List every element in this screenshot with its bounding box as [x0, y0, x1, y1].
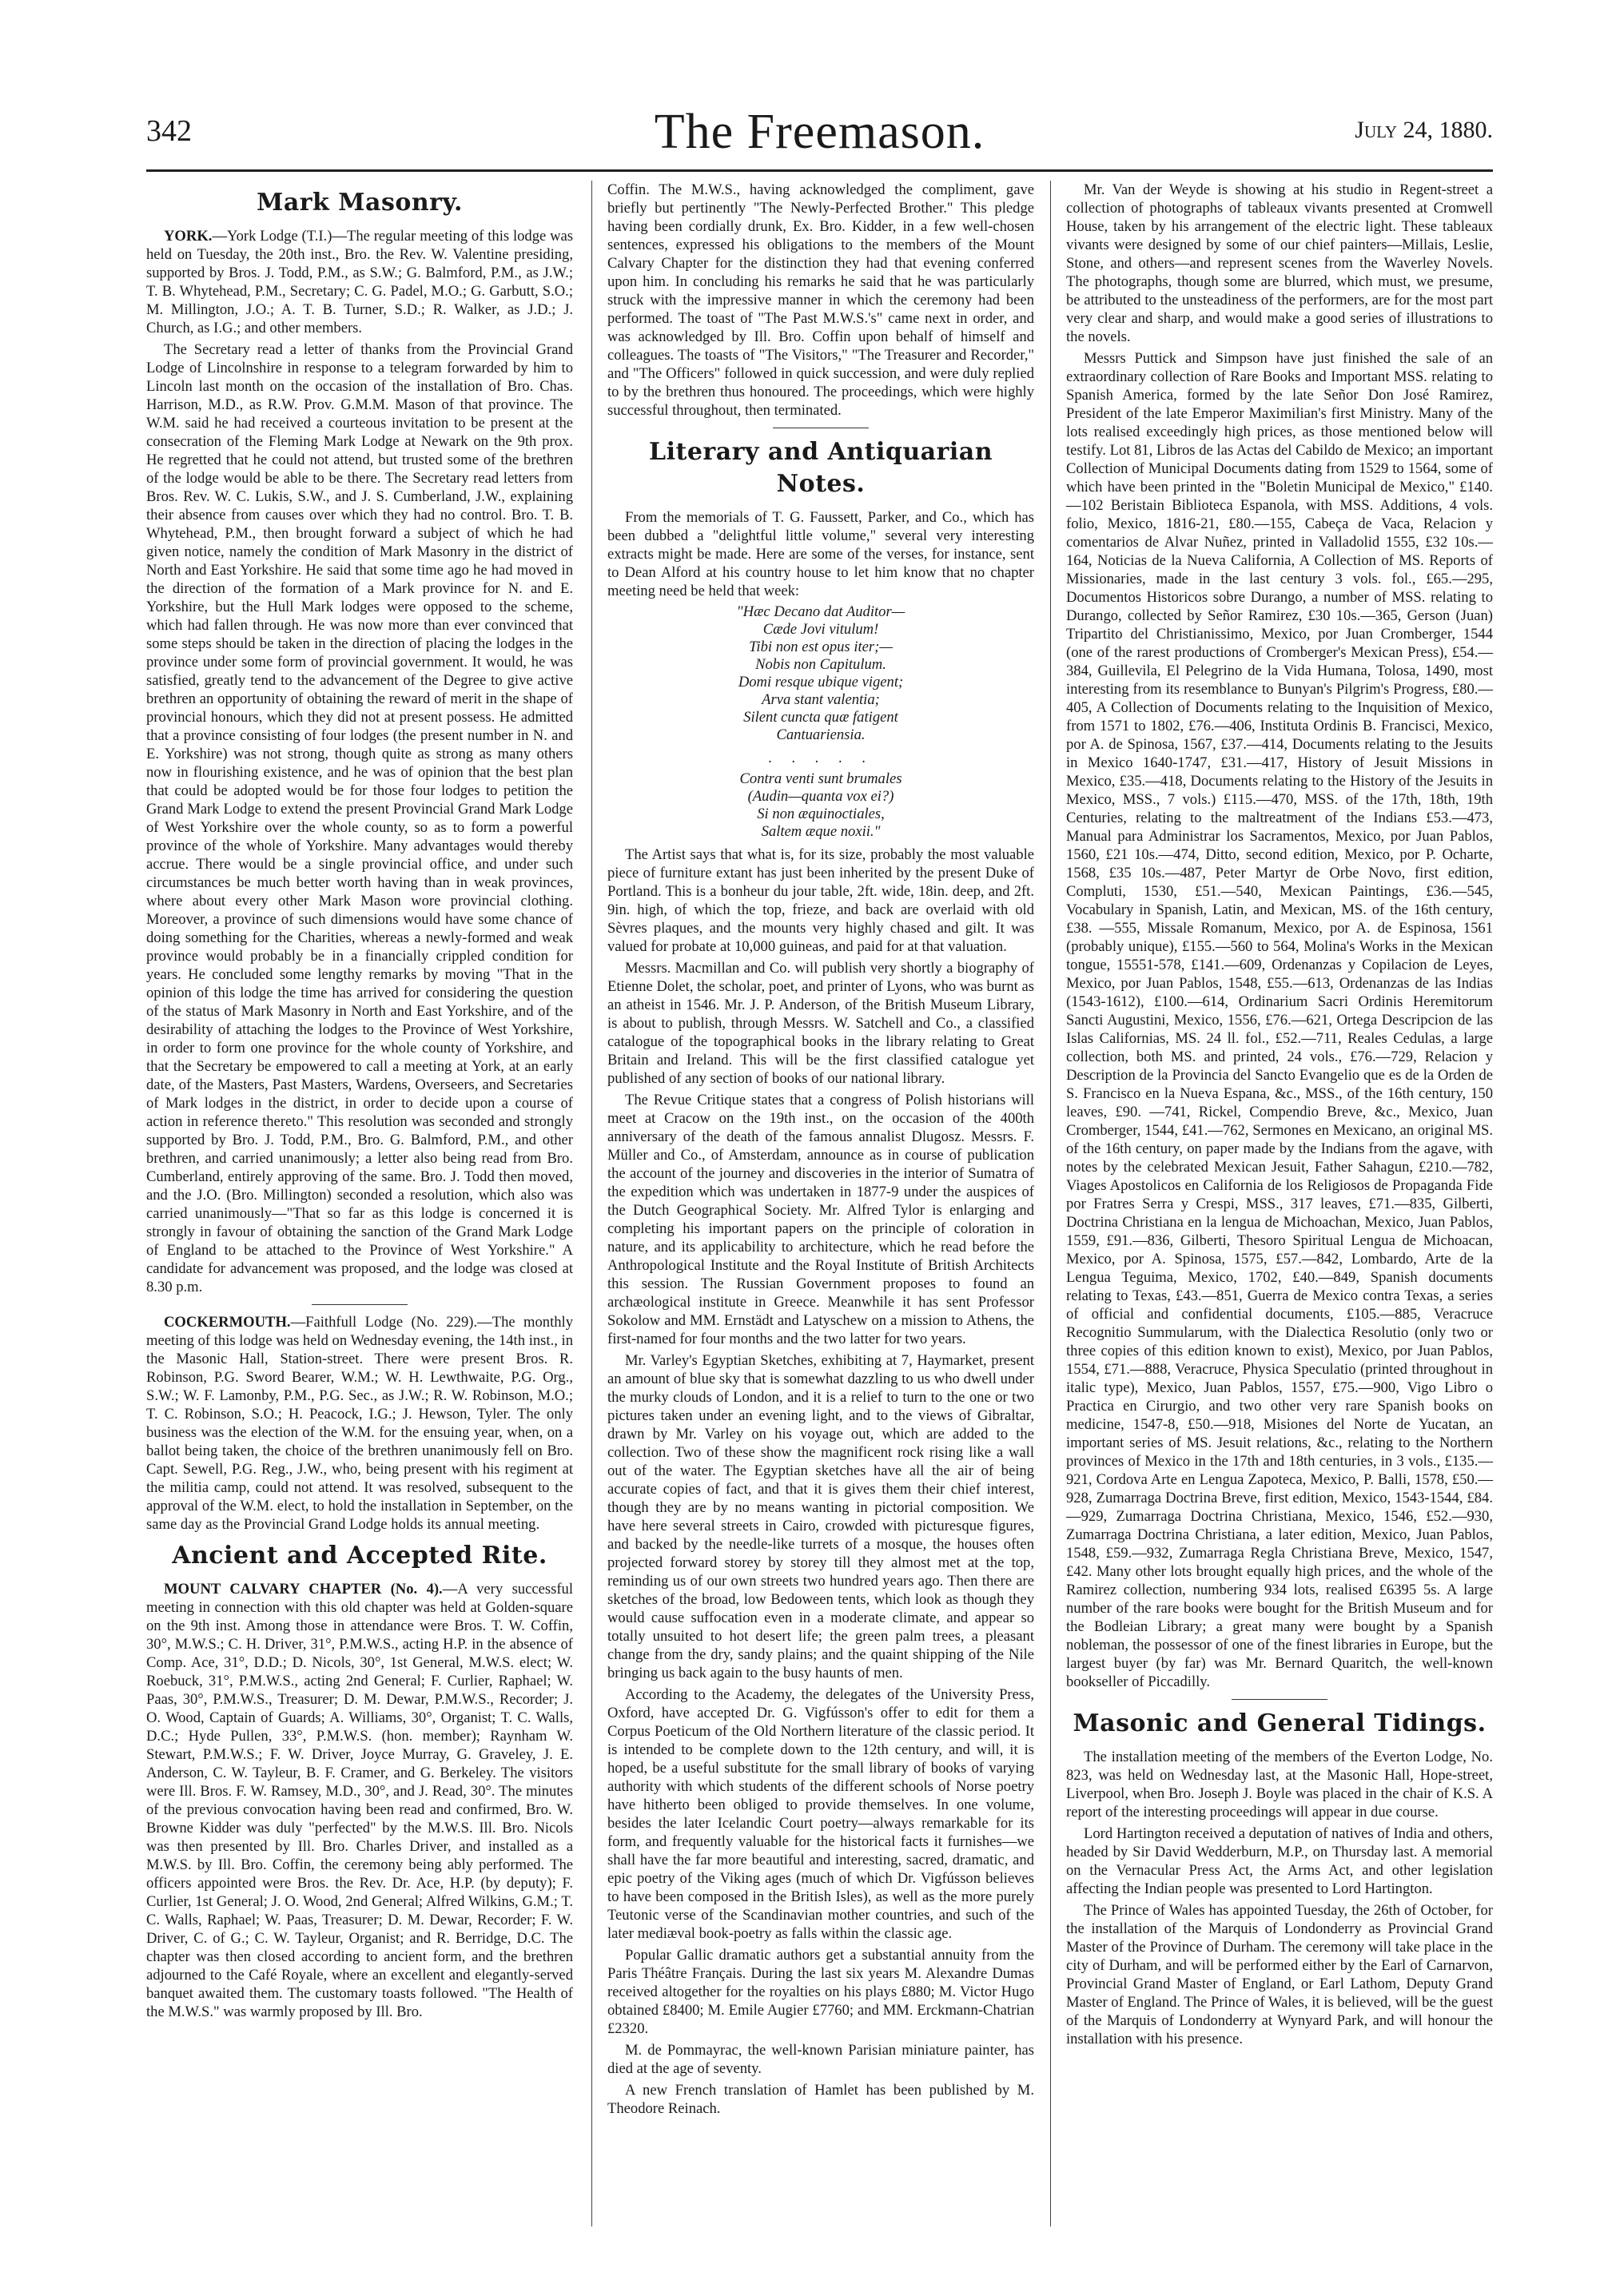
- verse-line: (Audin—quanta vox ei?): [747, 788, 894, 805]
- verse-line: "Hæc Decano dat Auditor—: [736, 603, 905, 620]
- section-heading-mark-masonry: Mark Masonry.: [257, 189, 463, 217]
- masthead: [146, 104, 1493, 166]
- article-text: —York Lodge (T.I.)—The regular meeting of this lodge was held on Tuesday, the 20th inst., Bro. the Rev. W. Valentine presiding, supported by Bros. J. Todd, P.M., as S.W.; G. Balmford, P.M., as J.W.; T. B. Whytehead, P.M., Secretary; C. G. Padel, M.O.; G. Garbutt, S.O.; M. Millington, J.O.; A. T. B. Turner, S.D.; R. Walker, as J.D.; J. Church, as I.G.; and other members.: [146, 228, 573, 336]
- article-text: Mr. Van der Weyde is showing at his studio in Regent-street a collection of photographs of tableaux vivants presented at Cromwell House, taken by his arrangement of the electric light. These tableaux vivants were designed by some of our chief painters—Millais, Leslie, Stone, and others—and represent scenes from the Waverley Novels. The photographs, though some are blurred, which must, we presume, be attributed to the unsteadiness of the performers, are for the most part very clear and sharp, and would make a good series of illustrations to the novels.: [1066, 181, 1493, 345]
- verse-line: Saltem æque noxii.": [761, 823, 881, 840]
- article-text: The Secretary read a letter of thanks from the Provincial Grand Lodge of Lincolnshire in response to a telegram forwarded by him to Lincoln last month on the occasion of the installation of Bro. Chas. Harrison, M.D., as R.W. Prov. G.M.M. Mason of that province. The W.M. said he had received a courteous invitation to be present at the consecration of the Fleming Mark Lodge at Newark on the 9th prox. He regretted that he could not attend, but trusted some of the brethren of the lodge would be able to be there. The Secretary read letters from Bros. Rev. W. C. Lukis, S.W., and J. S. Cumberland, J.W., explaining their absence from causes over which they had no control. Bro. T. B. Whytehead, P.M., then brought forward a subject of which he had given notice, namely the condition of Mark Masonry in the district of North and East Yorkshire. He said that some time ago he had moved in the direction of the formation of a Mark province for N. and E. Yorkshire, but the Hull Mark lodges were opposed to the scheme, which had fallen through. He was now more than ever convinced that some steps should be taken in the direction of placing the lodges in the province under some form of provincial government. It would, he was satisfied, greatly tend to the advancement of the Degree to give active brethren an opportunity of obtaining the reward of merit in the shape of provincial honours, which they did not at present possess. He admitted that a province consisting of four lodges (the present number in N. and E. Yorkshire) was not strong, though quite as strong as many others now in flourishing existence, and he was of opinion that the best plan that could be adopted would be for those four lodges to petition the Grand Mark Lodge to extend the present Provincial Grand Mark Lodge of West Yorkshire over the whole county, so as to form a powerful province of the whole of Yorkshire. Many advantages would thereby accrue. There would be a single provincial office, and under such circumstances be much better worth having than in weak provinces, where about every other Mark Mason wore provincial clothing. Moreover, a province of such dimensions would have some chance of doing something for the Charities, whereas a newly-formed and weak province would probably be in a financially crippled condition for years. He concluded some lengthy remarks by moving "That in the opinion of this lodge the time has arrived for considering the question of the status of Mark Masonry in North and East Yorkshire, and of the desirability of attaching the lodges to the Province of West Yorkshire, in order to form one province for the whole county of Yorkshire, and that the Secretary be empowered to call a meeting at York, at an early date, of the Masters, Past Masters, Wardens, Overseers, and Secretaries of Mark lodges in the district, in order to decide upon a course of action in reference thereto." This resolution was seconded and strongly supported by Bro. J. Todd, P.M., Bro. G. Balmford, P.M., and other brethren, and carried unanimously; a letter also being read from Bro. Cumberland, entirely approving of the same. Bro. J. Todd then moved, and the J.O. (Bro. Millington) seconded a resolution, which also was carried unanimously—"That so far as this lodge is concerned it is strongly in favour of obtaining the sanction of the Grand Mark Lodge of England to be attached to the Province of West Yorkshire." A candidate for advancement was proposed, and the lodge was closed at 8.30 p.m.: [146, 341, 573, 1295]
- article-text: Messrs. Macmillan and Co. will publish very shortly a biography of Etienne Dolet, the scholar, poet, and printer of Lyons, who was burnt as an atheist in 1546. Mr. J. P. Anderson, of the British Museum Library, is about to publish, through Messrs. W. Satchell and Co., a classified catalogue of the topographical books in the library relating to Great Britain and Ireland. This will be the first classified catalogue yet published of any section of books of our national library.: [607, 960, 1034, 1087]
- article-text: Coffin. The M.W.S., having acknowledged the compliment, gave briefly but pertinently "The Newly-Perfected Brother." This pledge having been cordially drunk, Ex. Bro. Kidder, in a few well-chosen sentences, expressed his obligations to the members of the Mount Calvary Chapter for the distinction they had that evening conferred upon him. In concluding his remarks he said that he was particularly struck with the impressive manner in which the ceremony had been performed. The toast of "The Past M.W.S.'s" came next in order, and was acknowledged by Ill. Bro. Coffin upon behalf of himself and colleagues. The toasts of "The Visitors," "The Treasurer and Recorder," and "The Officers" followed in quick succession, and were duly replied to by the brethren thus honoured. The proceedings, which were highly successful throughout, then terminated.: [607, 181, 1034, 419]
- column-divider: [591, 181, 592, 2226]
- article-text: A new French translation of Hamlet has been published by M. Theodore Reinach.: [607, 2082, 1034, 2117]
- verse-line: Nobis non Capitulum.: [755, 656, 886, 673]
- verse-line: Arva stant valentia;: [762, 691, 880, 708]
- article-text: According to the Academy, the delegates of the University Press, Oxford, have accepted Dr. G. Vigfússon's offer to edit for them a Corpus Poeticum of the Old Northern literature of the classic period. It is intended to be complete down to the 12th century, and will, it is hoped, be a useful substitute for the small library of books of varying authority with which students of the different schools of Norse poetry have hitherto been obliged to provide themselves. In one volume, besides the later Icelandic Court poetry—always remarkable for its form, and frequently valuable for the historical facts it furnishes—we shall have the far more beautiful and interesting, sacred, dramatic, and epic poetry of the Viking ages (much of which Dr. Vigfússon believes to have been composed in the British Isles), as well as the more purely Teutonic verse of the Scandinavian mother countries, and such of the later mediæval book-poetry as falls within the classic age.: [607, 1686, 1034, 1942]
- column-divider: [1050, 181, 1051, 2226]
- article-text: The installation meeting of the members of the Everton Lodge, No. 823, was held on Wednesday last, at the Masonic Hall, Hope-street, Liverpool, when Bro. Joseph J. Boyle was placed in the chair of K.S. A report of the interesting proceedings will appear in due course.: [1066, 1749, 1493, 1820]
- article-cockermouth: [146, 1313, 573, 1534]
- article-text: The Artist says that what is, for its size, probably the most valuable piece of furniture extant has just been inherited by the present Duke of Portland. This is a bonheur du jour table, 2ft. wide, 18in. deep, and 2ft. 9in. high, of which the top, frieze, and back are overlaid with old Sèvres plaques, and the mounts very highly chased and gilt. It was valued for probate at 10,000 guineas, and paid for at that valuation.: [607, 846, 1034, 955]
- masthead-rule: [146, 169, 1493, 172]
- article-text: Popular Gallic dramatic authors get a substantial annuity from the Paris Théâtre Français. During the last six years M. Alexandre Dumas received altogether for the royalties on his plays £880; M. Victor Hugo obtained £8400; M. Emile Augier £7760; and MM. Erckmann-Chatrian £2320.: [607, 1947, 1034, 2037]
- latin-verse: [607, 603, 1034, 744]
- verse-line: Cæde Jovi vitulum!: [762, 621, 879, 638]
- column-2: [607, 181, 1034, 2121]
- column-1: [146, 181, 573, 2024]
- verse-line: Domi resque ubique vigent;: [738, 674, 904, 690]
- section-heading-ancient-rite: Ancient and Accepted Rite.: [172, 1542, 547, 1570]
- article-text: Mr. Varley's Egyptian Sketches, exhibiting at 7, Haymarket, present an amount of blue sky that is somewhat dazzling to us who dwell under the murky clouds of London, and it is a relief to turn to the one or two pictures taken under an evening light, and to the views of Gibraltar, drawn by Mr. Varley on his voyage out, which are added to the collection. Two of these show the magnificent rock rising like a wall out of the water. The Egyptian sketches have all the air of being accurate copies of fact, and that it is gives them their chief interest, though they are by no means wanting in pictorial composition. We have here several streets in Cairo, crowded with picturesque figures, and backed by the needle-like turrets of a mosque, the houses often projected forward storey by storey till they almost met at the top, reminding us of our own streets two hundred years ago. Then there are sketches of the broad, low Bedoween tents, which look as though they would cause suffocation even in a moderate climate, and appear so totally unsuited to hot desert life; the green palm trees, a pleasant change from the dry, sandy plains; and the quaint shipping of the Nile bringing us back again to the busy haunts of men.: [607, 1352, 1034, 1681]
- column-3: [1066, 181, 1493, 2051]
- newspaper-title: The Freemason.: [654, 105, 985, 159]
- article-text: Messrs Puttick and Simpson have just finished the sale of an extraordinary collection of Rare Books and Important MSS. relating to Spanish America, formed by the late Señor Don José Ramirez, President of the late Emperor Maximilian's first Ministry. Many of the lots realised exceedingly high prices, as those mentioned below will testify. Lot 81, Libros de las Actas del Cabildo de Mexico; an important Collection of Municipal Documents dating from 1529 to 1564, some of which have been printed in the "Boletin Municipal de Mexico," £140.—102 Beristain Biblioteca Espanola, with MSS. Additions, 4 vols. folio, Mexico, 1816-21, £80.—155, Cabeça de Vaca, Relacion y comentarios de Alvar Nuñez, printed in Valladolid 1555, £32 10s.—164, Noticias de la Nueva California, A Collection of MS. Reports of Missionaries, made in the last century 3 vols. fol., £65.—295, Documentos Historicos sobre Durango, a number of MSS. relating to Durango, collected by Señor Ramirez, £30 10s.—365, Gerson (Juan) Tripartito del Christianissimo, Mexico, por Juan Cromberger, 1544 (one of the rarest productions of Cromberger's Mexican Press), £54.—384, Guillevila, El Pelegrino de la Vida Humana, Tolosa, 1490, most interesting from its resemblance to Bunyan's Pilgrim's Progress, £80.—405, A Collection of Documents relating to the Inquisition of Mexico, from 1571 to 1802, £76.—406, Instituta Ordinis B. Francisci, Mexico, por A. de Spinosa, 1567, £37.—414, Documents relating to the Jesuits in Mexico 1640-1747, £31.—417, History of Jesuit Missions in Mexico, £35.—418, Documents relating to the History of the Jesuits in Mexico, MSS., 7 vols.) £115.—470, MSS. of the 17th, 18th, 19th Centuries, relating to the maltreatment of the Indians £53.—473, Manual para Administrar los Sacramentos, Mexico, por Juan Pablos, 1560, £21 10s.—474, Ditto, second edition, Mexico, por P. Ocharte, 1568, £35 10s.—487, Peter Martyr de Orbe Novo, first edition, Compluti, 1530, £51.—540, Mexican Paintings, £36.—545, Vocabulary in Spanish, Latin, and Mexican, MS. of the 16th century, £38. —555, Missale Romanum, Mexico, por A. de Espinosa, 1561 (probably unique), £155.—560 to 564, Molina's Works in the Mexican tongue, 15551-578, £141.—609, Ordenanzas y Copilacion de Leyes, Mexico, por Juan Pablos, 1548, £55.—613, Ordenanzas de las Indias (1543-1612), £100.—614, Ordinarium Sacri Ordinis Heremitorum Sancti Augustini, Mexico, 1556, £76.—621, Ortega Descripcion de las Islas Californias, MS. 24 ll. fol., £52.—711, Reales Cedulas, a large collection, both MS. and printed, 24 vols., £76.—729, Relacion y Description de la Provincia del Sancto Evangelio que es de la Orden de S. Francisco en la Nueva Espana, &c., MSS., of the 16th century, 150 leaves, £90. —741, Rickel, Compendio Breve, &c., Mexico, Juan Cromberger, 1544, £41.—762, Sermones en Mexicano, an original MS. of the 16th century, on paper made by the Indians from the agave, with notes by the celebrated Mexican Jesuit, Father Sahagun, £210.—782, Viages Apostolicos en California de los Religiosos de Propaganda Fide por Fratres Serra y Crespi, MSS., 317 leaves, £71.—835, Gilberti, Doctrina Christiana en la lengua de Michoachan, Mexico, Juan Pablos, 1559, £91.—836, Gilberti, Thesoro Spiritual Lengua de Michoacan, Mexico, por A. Spinosa, 1575, £57.—842, Lombardo, Arte de la Lengua Teguima, Mexico, 1702, £40.—849, Spanish documents relating to Texas, £43.—851, Guerra de Mexico contra Texas, a series of official and confidential documents, £105.—885, Veracruce Recognitio Summularum, with the Dialectica Resolutio (only two or three copies of this edition known to exist), Mexico, por Juan Pablos, 1554, £71.—888, Veracruce, Physica Speculatio (printed throughout in italic type), Mexico, Juan Pablos, 1557, £75.—900, Vigo Libro o Practica en Cirurgio, and two other very rare Spanish books on medicine, 1547-8, £50.—918, Misiones del Norte de Yucatan, an important series of MS. Jesuit relations, &c., relating to the Northern provinces of Mexico in the 17th and 18th centuries, in 3 vols., £135.—921, Cordova Arte en Lengua Zapoteca, Mexico, P. Balli, 1578, £50.—928, Zumarraga Doctrina Breve, first edition, Mexico, 1543-1544, £84.—929, Zumarraga Doctrina Christiana, Mexico, 1546, £52.—930, Zumarraga Doctrina Christiana, a later edition, Mexico, Juan Pablos, 1548, £59.—932, Zumarraga Regla Christiana Breve, Mexico, 1547, £42. Many other lots brought equally high prices, and the whole of the Ramirez collection, numbering 934 lots, realised £6395 5s. A large number of the rare books were bought for the British Museum and for the Bodleian Library; a great many were bought by a Spanish nobleman, the possessor of one of the finest libraries in Europe, but the largest buyer (by far) was Mr. Bernard Quaritch, the well-known bookseller of Piccadilly.: [1066, 350, 1493, 1690]
- article-york: [146, 227, 573, 337]
- article-text: —Faithfull Lodge (No. 229).—The monthly meeting of this lodge was held on Wednesday evening, the 14th inst., in the Masonic Hall, Station-street. There were present Bros. R. Robinson, P.G. Sword Bearer, W.M.; W. H. Lewthwaite, P.G. Org., S.W.; W. F. Lamonby, P.M., P.G. Sec., as J.W.; R. W. Robinson, M.O.; T. C. Robinson, S.O.; H. Peacock, I.G.; J. Hewson, Tyler. The only business was the election of the W.M. for the ensuing year, when, on a ballot being taken, the choice of the brethren unanimously fell on Bro. Capt. Sewell, P.G. Reg., J.W., who, being present with his regiment at the militia camp, could not attend. It was resolved, subsequent to the approval of the W.M. elect, to hold the installation in September, on the same day as the Provincial Grand Lodge holds its annual meeting.: [146, 1314, 573, 1533]
- article-text: From the memorials of T. G. Faussett, Parker, and Co., which has been dubbed a "delightful little volume," several very interesting extracts might be made. Here are some of the verses, for instance, sent to Dean Alford at his country house to let him know that no chapter meeting need be held that week:: [607, 509, 1034, 599]
- divider: [1232, 1699, 1327, 1700]
- verse-line: Si non æquinoctiales,: [757, 806, 885, 822]
- verse-ellipsis: . . . . .: [768, 750, 874, 766]
- section-heading-masonic-tidings: Masonic and General Tidings.: [1073, 1709, 1487, 1737]
- page-number: 342: [146, 114, 192, 148]
- article-text: M. de Pommayrac, the well-known Parisian miniature painter, has died at the age of seventy.: [607, 2042, 1034, 2077]
- verse-line: Contra venti sunt brumales: [739, 770, 902, 787]
- issue-date: July 24, 1880.: [1355, 117, 1493, 143]
- article-mount-calvary: [146, 1580, 573, 2021]
- article-text: The Prince of Wales has appointed Tuesday, the 26th of October, for the installation of the Marquis of Londonderry as Provincial Grand Master of the Province of Durham. The ceremony will take place in the city of Durham, and will be performed either by the Earl of Carnarvon, Provincial Grand Master of England, or Earl Lathom, Deputy Grand Master of England. The Prince of Wales, it is believed, will be the guest of the Marquis of Londonderry at Wynyard Park, and will honour the installation with his presence.: [1066, 1902, 1493, 2047]
- verse-line: Silent cuncta quæ fatigent: [743, 709, 898, 726]
- article-text: The Revue Critique states that a congress of Polish historians will meet at Cracow on the 19th inst., on the occasion of the 400th anniversary of the death of the famous annalist Dlugosz. Messrs. F. Müller and Co., of Amsterdam, announce as in course of publication the account of the journey and discoveries in the interior of Sumatra of the expedition which was undertaken in 1877-9 under the auspices of the Dutch Geographical Society. Mr. Alfred Tylor is enlarging and completing his important papers on the principle of coloration in nature, and its applicability to architecture, which he read before the Anthropological Institute and the Royal Institute of British Architects this session. The Russian Government proposes to found an archæological institute in Greece. Meanwhile it has sent Professor Sokolow and MM. Ernstädt and Latyschew on a mission to Athens, the first-named for four months and the two latter for two years.: [607, 1092, 1034, 1347]
- verse-line: Cantuariensia.: [776, 726, 866, 743]
- section-heading-literary: Literary and Antiquarian Notes.: [648, 438, 993, 498]
- article-text: Lord Hartington received a deputation of natives of India and others, headed by Sir David Wedderburn, M.P., on Thursday last. A memorial on the Vernacular Press Act, the Arms Act, and other legislation affecting the Indian people was presented to Lord Hartington.: [1066, 1825, 1493, 1897]
- divider: [312, 1304, 408, 1305]
- article-lead: MOUNT CALVARY CHAPTER (No. 4).: [164, 1581, 443, 1598]
- article-text: —A very successful meeting in connection with this old chapter was held at Golden-square on the 9th inst. Among those in attendance were Bros. T. W. Coffin, 30°, M.W.S.; C. H. Driver, 31°, P.M.W.S., acting H.P. in the absence of Comp. Ace, 31°, D.D.; D. Nicols, 30°, 1st General, M.W.S. elect; W. Roebuck, 31°, P.M.W.S., acting 2nd General; F. Curlier, Raphael; W. Paas, 30°, P.M.W.S., Treasurer; D. M. Dewar, P.M.W.S., Recorder; J. O. Wood, Captain of Guards; A. Williams, 30°, Organist; T. C. Walls, D.C.; Hyde Pullen, 33°, P.M.W.S. (hon. member); Raynham W. Stewart, P.M.W.S.; F. W. Driver, Joyce Murray, G. Graveley, J. E. Anderson, C. W. Tayleur, B. F. Cramer, and G. Berkeley. The visitors were Ill. Bros. F. W. Ramsey, M.D., 30°, and J. Read, 30°. The minutes of the previous convocation having been read and confirmed, Bro. W. Browne Kidder was duly "perfected" by the M.W.S. Ill. Bro. Nicols was then presented by Ill. Bro. Charles Driver, and installed as a M.W.S. by Ill. Bro. Coffin, the ceremony being ably performed. The officers appointed were Bros. the Rev. Dr. Ace, H.P. (by deputy); F. Curlier, 1st General; J. O. Wood, 2nd General; Alfred Wilkins, G.M.; T. C. Walls, Raphael; W. Paas, Treasurer; D. M. Dewar, Recorder; F. W. Driver, C. of G.; C. W. Tayleur, Organist; and R. Berridge, D.C. The chapter was then closed according to ancient form, and the brethren adjourned to the Café Royale, where an excellent and elegantly-served banquet awaited them. The customary toasts followed. "The Health of the M.W.S." was warmly proposed by Ill. Bro.: [146, 1581, 573, 2020]
- latin-verse: [607, 770, 1034, 841]
- verse-line: Tibi non est opus iter;—: [749, 639, 893, 655]
- article-lead: COCKERMOUTH.: [164, 1314, 291, 1331]
- article-lead: YORK.: [164, 228, 213, 245]
